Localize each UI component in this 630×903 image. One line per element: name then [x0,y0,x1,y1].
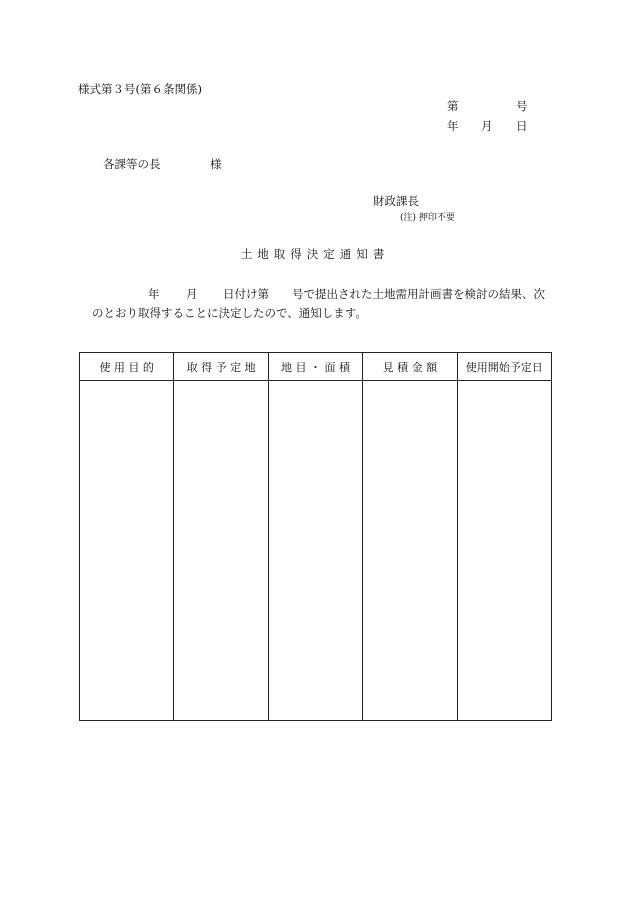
cell-planned-site [174,381,268,721]
date-year-label: 年 [447,119,459,133]
body-text-line-2: のとおり取得することに決定したので、通知します。 [92,306,367,320]
column-header-purpose: 使 用 目 的 [80,353,174,381]
document-number-suffix: 号 [516,99,528,113]
cell-start-date [457,381,551,721]
cell-land-category-area [268,381,362,721]
body-text-line-1: 日付け第 号で提出された土地需用計画書を検討の結果、次 [223,287,545,301]
sender-title: 財政課長 [373,194,419,208]
form-number: 様式第３号(第６条関係) [78,82,202,96]
body-year-label: 年 [148,287,160,301]
column-header-estimated-amount: 見 積 金 額 [363,353,457,381]
table-header-row [80,353,552,381]
table-row [80,381,552,721]
seal-not-required-note: (注) 押印不要 [400,213,455,223]
date-day-label: 日 [516,119,528,133]
column-header-land-category-area: 地 目 ・ 面 積 [268,353,362,381]
document-number-label: 第 [447,99,459,113]
addressee-honorific: 様 [210,157,222,171]
column-header-planned-site: 取 得 予 定 地 [174,353,268,381]
cell-purpose [80,381,174,721]
addressee: 各課等の長 [103,157,161,171]
cell-estimated-amount [363,381,457,721]
body-month-label: 月 [186,287,198,301]
column-header-start-date: 使用開始予定日 [457,353,551,381]
decision-table [79,352,552,721]
document-title: 土地取得決定通知書 [240,247,390,261]
date-month-label: 月 [481,119,493,133]
